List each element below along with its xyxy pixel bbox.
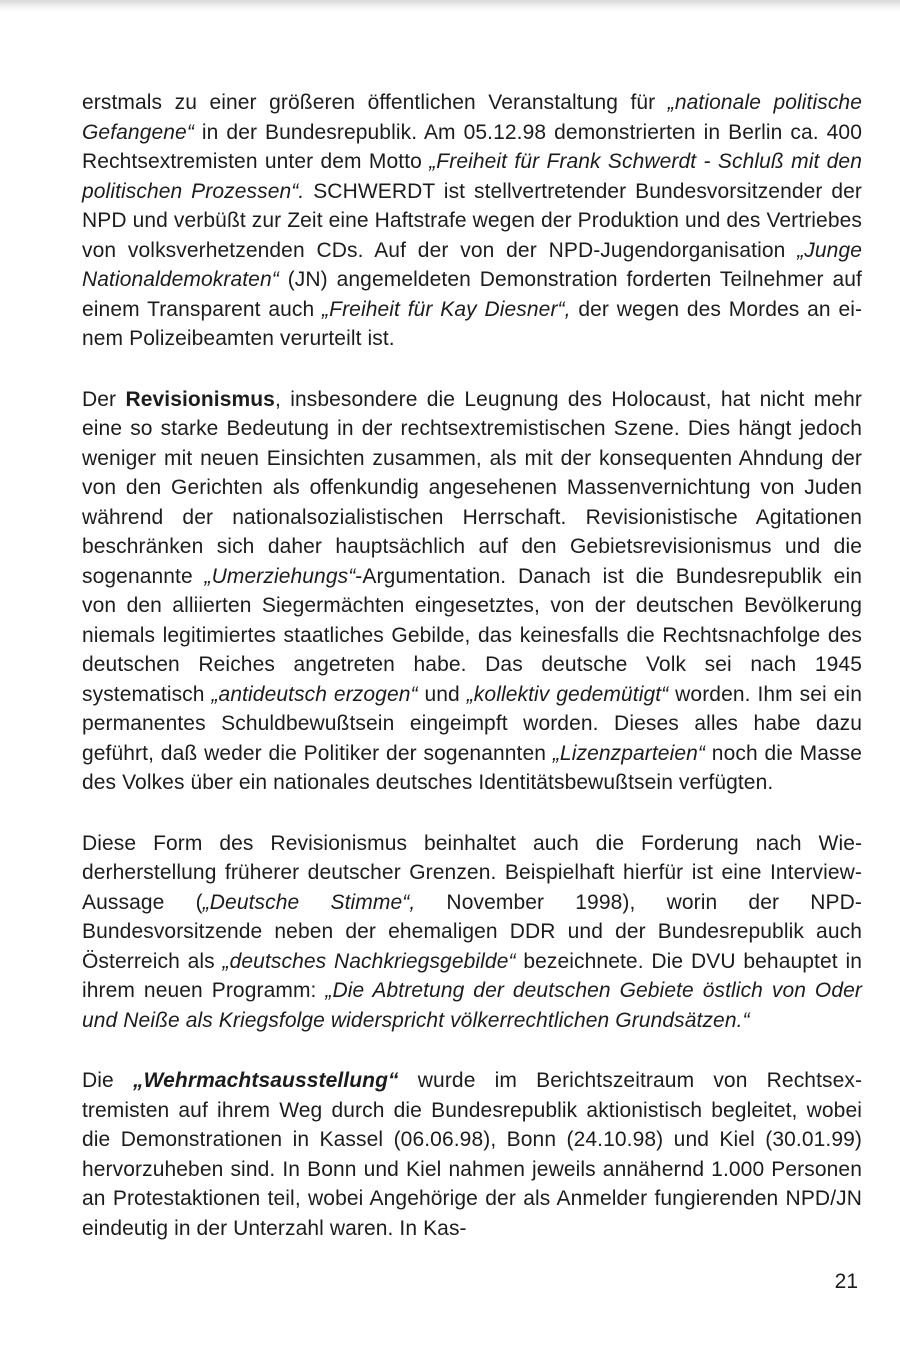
emphasized-text: „Umerziehungs“: [204, 564, 356, 588]
text-run: wurde im Berichtszeitraum von Rechtsextremisten auf ihrem Weg durch die Bundesrepublik aktionistisch begleitet, wobei die Demonstrationen in Kassel (06.06.98), Bonn (24.10.98) und Kiel (30.01.99) hervorzuheben sind. In Bonn und Kiel nahmen jeweils annähernd 1.000 Personen an Protestaktionen teil, wobei Angehörige der als Anmelder fungierenden NPD/JN eindeutig in der Unterzahl waren. In Kas-: [82, 1069, 862, 1240]
text-run: in der Bundesrepublik. Am 05.12.98 demonstrierten in Berlin ca. 400 Rechtsextremisten unter dem Motto: [82, 120, 862, 173]
emphasized-text: „kollektiv gedemütigt“: [466, 682, 669, 706]
text-run: und: [417, 682, 467, 706]
emphasized-text: Revisionismus: [125, 387, 275, 411]
text-run: SCHWERDT ist stellvertretender Bundesvorsitzender der NPD und verbüßt zur Zeit eine Haftstrafe wegen der Produktion und des Vertriebes von volksverhetzenden CDs. Auf der von der NPD-Jugendorganisation: [82, 179, 863, 262]
emphasized-text: „Deutsche Stimme“,: [202, 890, 416, 914]
paragraph-prisoners-demo: [82, 88, 862, 354]
emphasized-text: „deutsches Nachkriegsgebilde“: [222, 949, 516, 973]
text-run: der wegen des Mordes an einem Polizeibeamten verurteilt ist.: [82, 297, 862, 350]
emphasized-text: „Junge Nationaldemokraten“: [82, 238, 862, 291]
emphasized-text: „antideutsch erzogen“: [211, 682, 418, 706]
text-run: worden. Ihm sei ein permanentes Schuldbewußtsein eingeimpft worden. Dieses alles habe dazu geführt, daß weder die Politiker der sogenannten: [82, 682, 862, 765]
text-run: -Argumentation. Danach ist die Bundesrepublik ein von den alliierten Siegermächten eingesetztes, von der deutschen Bevölkerung niemals legitimiertes staatliches Gebilde, das keinesfalls die Rechtsnachfolge des deutschen Reiches angetreten habe. Das deutsche Volk sei nach 1945 systematisch: [82, 564, 862, 706]
page-number: 21: [834, 1270, 858, 1293]
text-run: (JN) angemeldeten Demonstration forderten Teilnehmer auf einem Transparent auch: [82, 268, 862, 321]
document-page: [82, 88, 862, 1274]
text-run: Die: [82, 1069, 133, 1092]
emphasized-text: „nationale politische Gefangene“: [82, 91, 862, 144]
text-run: Der: [82, 387, 126, 411]
text-run: erstmals zu einer größeren öffentlichen Veranstaltung für: [82, 91, 668, 114]
text-run: , insbesondere die Leugnung des Holocaust, hat nicht mehr eine so starke Bedeutung in der rechtsextremistischen Szene. Dies hängt jedoch weniger mit neuen Einsichten zusammen, als mit der konsequenten Ahndung der von den Gerichten als offenkundig angesehenen Massenvernichtung von Juden während der nationalsozialistischen Herrschaft. Revisionistische Agitationen beschränken sich daher hauptsächlich auf den Gebietsrevisionismus und die sogenannte: [82, 387, 863, 588]
paragraph-revisionism: [82, 385, 862, 798]
text-run: noch die Masse des Volkes über ein nationales deutsches Identitätsbewußtsein verfügten.: [82, 741, 862, 794]
emphasized-text: „Wehrmachtsausstellung“: [132, 1069, 399, 1092]
emphasized-text: „Die Abtretung der deutschen Gebiete östlich von Oder und Neiße als Kriegsfolge widerspricht völkerrechtlichen Grundsätzen.“: [82, 979, 863, 1032]
text-run: bezeichnete. Die DVU behauptet in ihrem neuen Programm:: [82, 949, 862, 1002]
emphasized-text: „Freiheit für Frank Schwerdt - Schluß mit den politischen Prozessen“.: [82, 150, 862, 203]
text-run: Diese Form des Revisionismus beinhaltet auch die Forderung nach Wiederherstellung früherer deutscher Grenzen. Beispielhaft hierfür ist eine Interview-Aussage (: [82, 831, 862, 914]
paragraph-wehrmacht-exhibition: [82, 1066, 862, 1243]
emphasized-text: „Lizenzparteien“: [552, 741, 706, 765]
text-run: November 1998), worin der NPD-Bundesvorsitzende neben der ehemaligen DDR und der Bundesrepublik auch Österreich als: [82, 890, 862, 973]
paragraph-border-revisionism: [82, 829, 862, 1036]
emphasized-text: „Freiheit für Kay Diesner“,: [322, 297, 571, 321]
scan-top-edge: [0, 0, 900, 12]
